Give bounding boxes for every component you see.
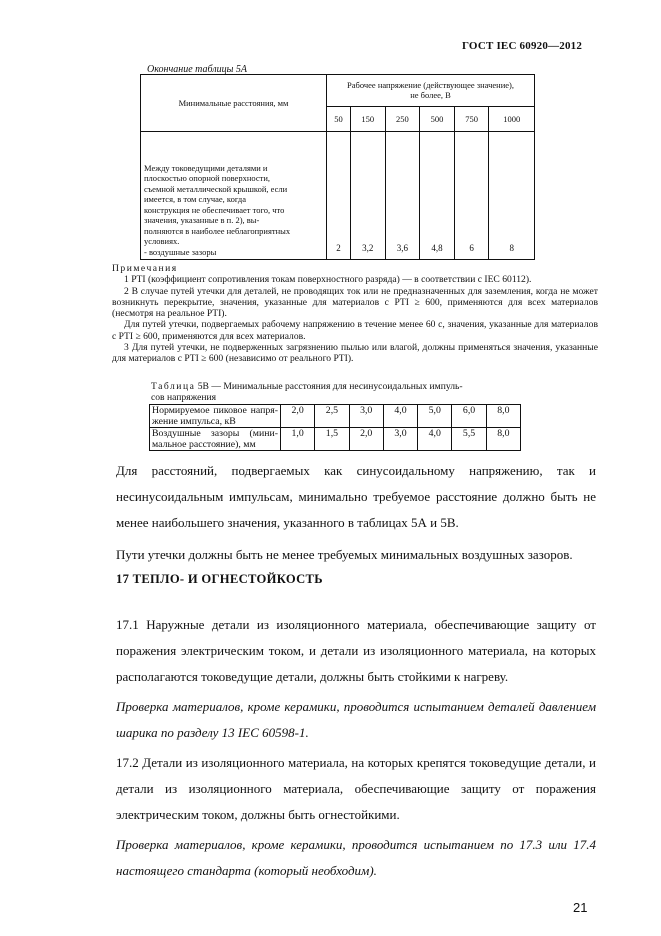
- paragraph-test-ball: Проверка материалов, кроме керамики, проводится испытанием деталей давлением шарика по разделу 13 IEC 60598-1.: [116, 699, 596, 740]
- table-5a: [140, 74, 535, 260]
- table-5b-caption-text: 5В — Минимальные расстояния для несинусоидальных импуль-: [195, 381, 463, 392]
- table-5a-header-voltage-line2: не более, В: [410, 90, 451, 101]
- table-5a-voltage-cell: 150: [350, 106, 385, 131]
- table-5b-value-cell: 8,0: [486, 405, 520, 428]
- document-header: ГОСТ IEC 60920—2012: [462, 40, 583, 52]
- paragraph-test-fire: Проверка материалов, кроме керамики, проводится испытанием по 17.3 или 17.4 настоящего стандарта (который необходим).: [116, 837, 596, 878]
- table-5b-value-cell: 4,0: [418, 428, 452, 451]
- note-2: 2 В случае путей утечки для деталей, не проводящих ток или не предназначенных для заземления, когда не может возникнуть перекрытие, значения, указанные для материалов с PTI ≥ 600, применяются для всех материалов (несмотря на реальное PTI).: [112, 285, 598, 320]
- paragraph-distances: Для расстояний, подвергаемых как синусоидальному напряжению, так и несинусоидальным импульсам, минимально требуемое расстояние должно быть не менее наибольшего значения, указанного в таблицах 5А и 5В.: [116, 463, 596, 530]
- table-5b-value-cell: 5,5: [452, 428, 486, 451]
- body-section-2: [116, 612, 596, 884]
- table-5a-header-voltage: [327, 75, 535, 107]
- table-5b-value-cell: 5,0: [418, 405, 452, 428]
- table-5a-voltage-cell: 250: [385, 106, 420, 131]
- table-5b-caption-prefix: Таблица: [151, 381, 196, 392]
- table-5b-value-cell: 2,0: [349, 428, 383, 451]
- paragraph-17-1: 17.1 Наружные детали из изоляционного материала, обеспечивающие защиту от поражения электрическим током, и детали из изоляционного материала, на которых располагаются токоведущие детали, должны быть стойкими к нагреву.: [116, 617, 596, 684]
- table-5a-value-cell: 3,2: [350, 132, 385, 260]
- table-5b-caption-line2: сов напряжения: [151, 392, 217, 404]
- notes-title: Примечания: [112, 263, 178, 274]
- section-heading: 17 ТЕПЛО- И ОГНЕСТОЙКОСТЬ: [116, 572, 323, 586]
- table-5a-voltage-cell: 1000: [489, 106, 535, 131]
- table-5a-header-distances: Минимальные расстояния, мм: [141, 75, 327, 132]
- row-label-line: условиях.: [144, 236, 180, 246]
- table-5b-value-cell: 1,5: [315, 428, 349, 451]
- row-label-line: конструкция не обеспечивает того, что: [144, 204, 285, 215]
- table-5b-value-cell: 4,0: [383, 405, 417, 428]
- table-5a-value-cell: 4,8: [420, 132, 455, 260]
- note-3: 3 Для путей утечки, не подверженных загрязнению пылью или влагой, должны применяться значения, указанные для материалов с PTI ≥ 600 (независимо от реального PTI).: [112, 342, 598, 365]
- table-5b-value-cell: 1,0: [281, 428, 315, 451]
- table-5a-value-cell: 2: [327, 132, 351, 260]
- row-label-line: съемной металлической крышкой, если: [144, 183, 288, 194]
- table-5b-value-cell: 3,0: [349, 405, 383, 428]
- table-5a-header-voltage-line1: Рабочее напряжение (действующее значение),: [347, 79, 514, 90]
- paragraph-creepage: Пути утечки должны быть не менее требуемых минимальных воздушных зазоров.: [116, 547, 573, 562]
- body-section-1: [116, 458, 596, 568]
- table-5a-value-cell: 3,6: [385, 132, 420, 260]
- page-number: 21: [573, 900, 588, 915]
- table-5a-row-label: [141, 132, 327, 260]
- table-5b: [149, 404, 521, 451]
- notes-block: [112, 263, 598, 365]
- table-5b-caption: [151, 381, 591, 404]
- table-5a-voltage-cell: 50: [327, 106, 351, 131]
- table-5b-value-cell: 3,0: [383, 428, 417, 451]
- table-5b-value-cell: 2,5: [315, 405, 349, 428]
- table-5a-value-cell: 6: [454, 132, 489, 260]
- note-1: 1 PTI (коэффициент сопротивления токам поверхностного разряда) — в соответствии с IEC 60112).: [124, 274, 532, 286]
- row-label-line: полняются в наиболее неблагоприятных: [144, 225, 291, 236]
- table-5b-value-cell: 8,0: [486, 428, 520, 451]
- row-label-line: имеется, в том случае, когда: [144, 194, 246, 204]
- table-5b-value-cell: 6,0: [452, 405, 486, 428]
- table-5a-value-cell: 8: [489, 132, 535, 260]
- row-label-line: значения, указанные в п. 2), вы-: [144, 215, 260, 225]
- paragraph-17-2: 17.2 Детали из изоляционного материала, на которых крепятся токоведущие детали, и детали из изоляционного материала, обеспечивающие защиту от поражения электрическим током, должны быть огнестойкими.: [116, 755, 596, 822]
- table-5a-voltage-cell: 500: [420, 106, 455, 131]
- row-label-line: - воздушные зазоры: [144, 246, 217, 257]
- table-5b-value-cell: 2,0: [281, 405, 315, 428]
- note-2-continuation: Для путей утечки, подвергаемых рабочему напряжению в течение менее 60 с, значения, указанные для материалов с PTI ≥ 600, применяются для всех материалов.: [112, 319, 598, 342]
- row-label-line: плоскостью опорной поверхности,: [144, 173, 271, 183]
- table-5a-caption: Окончание таблицы 5А: [147, 64, 248, 75]
- table-5b-row1-label: Нормируемое пиковое напря-жение импульса, кВ: [150, 405, 281, 428]
- table-5a-voltage-cell: 750: [454, 106, 489, 131]
- table-5b-row2-label: Воздушные зазоры (мини-мальное расстояние), мм: [150, 428, 281, 451]
- row-label-line: Между токоведущими деталями и: [144, 162, 268, 173]
